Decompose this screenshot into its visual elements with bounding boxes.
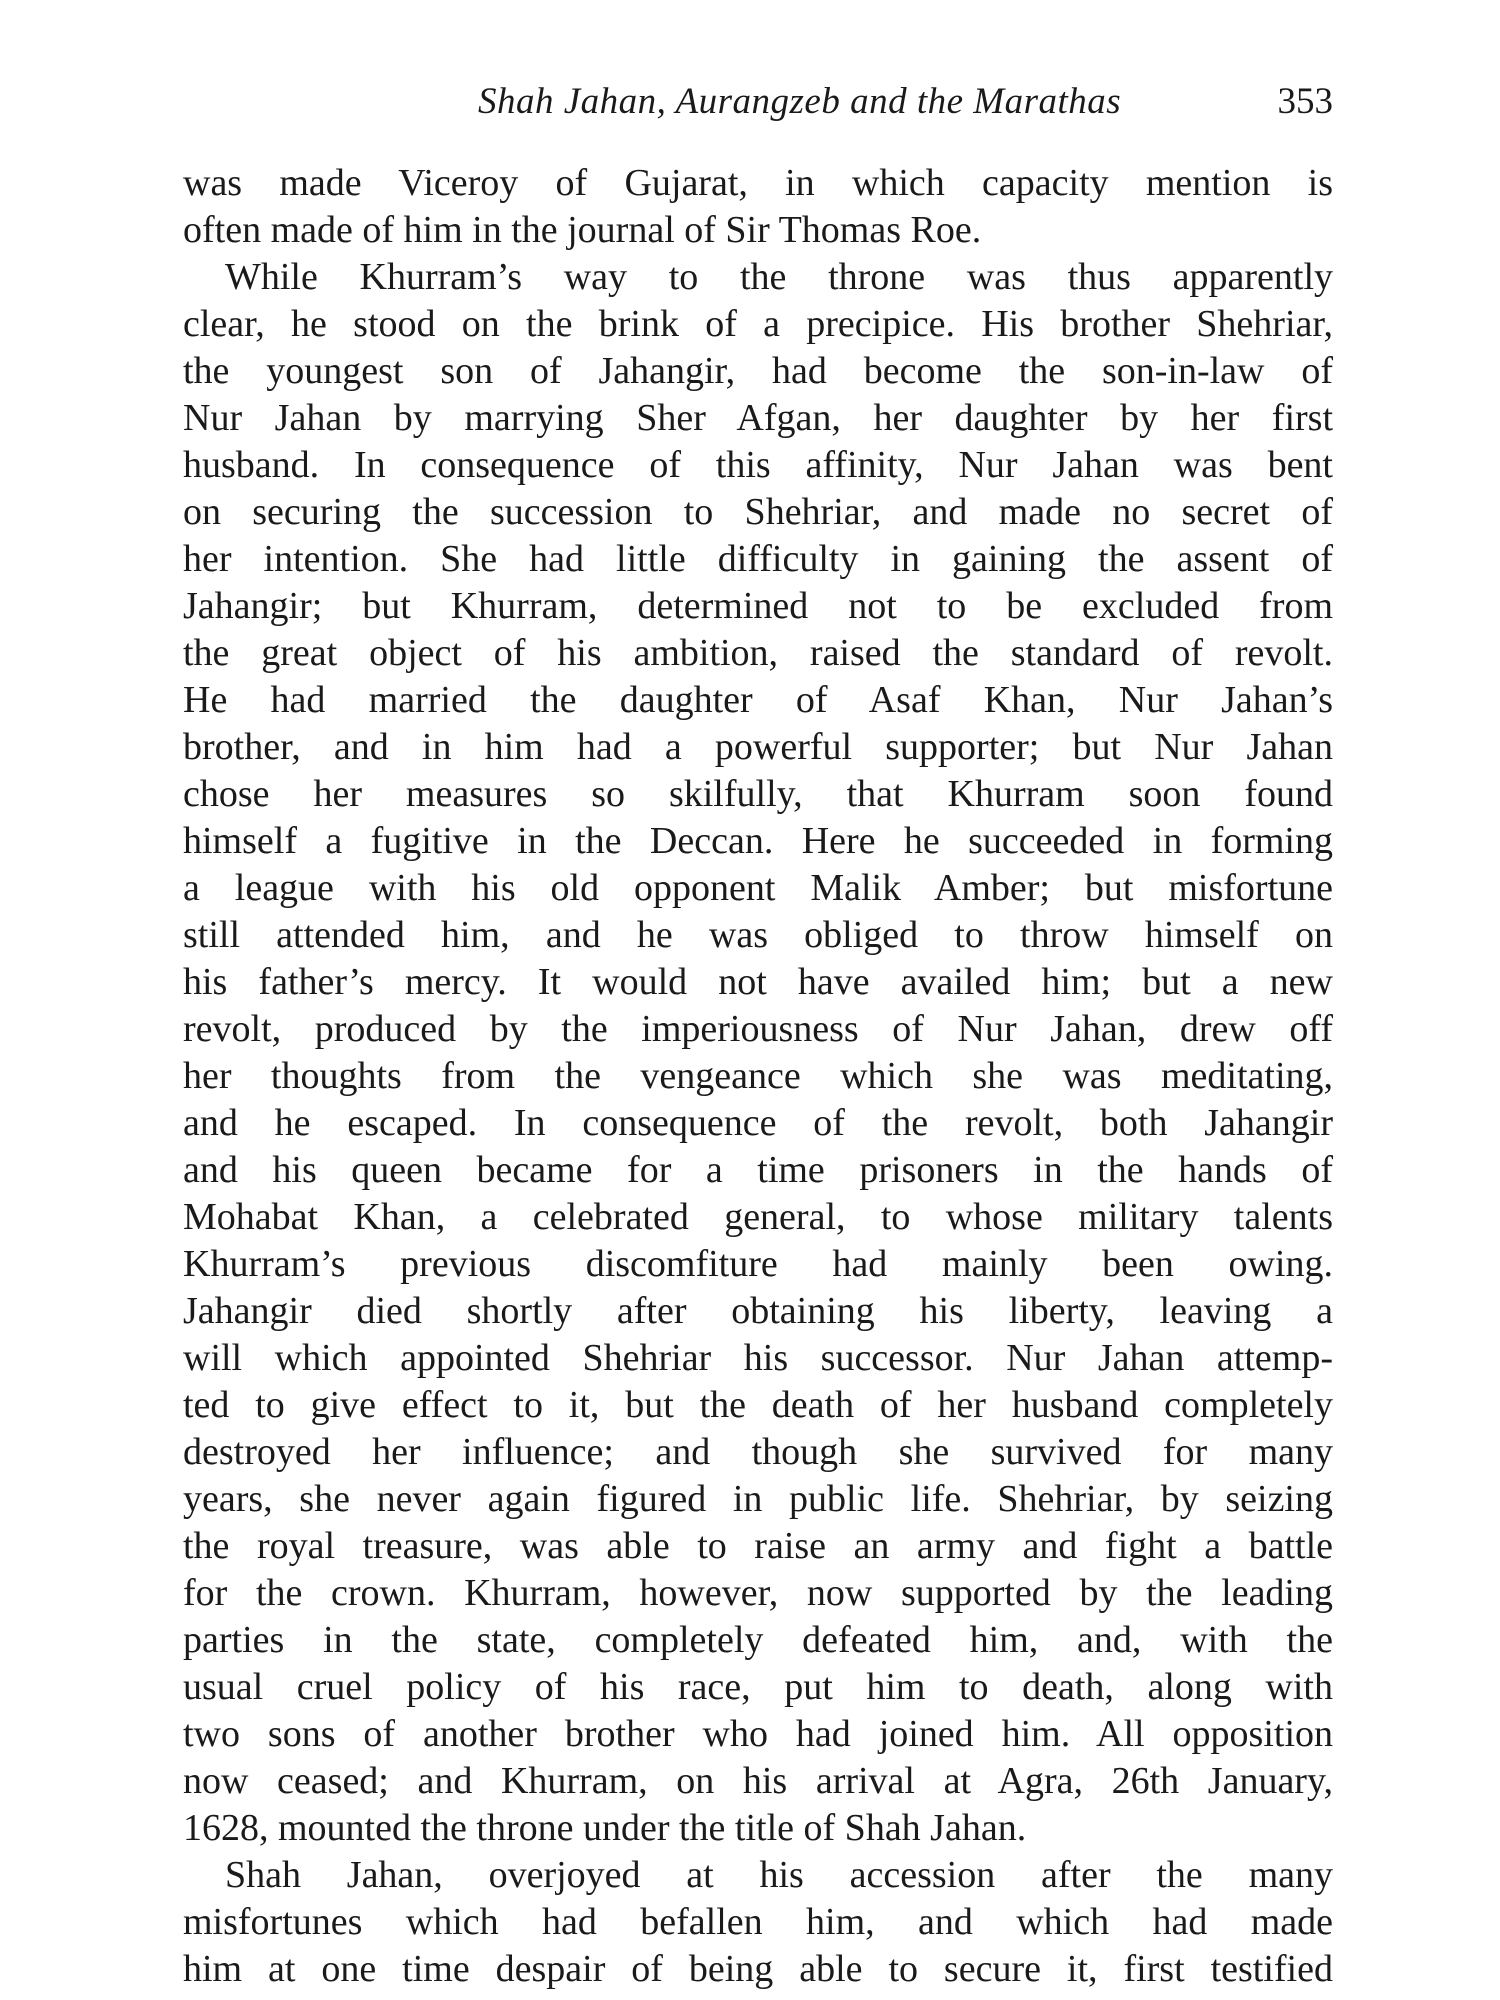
text-line: will which appointed Shehriar his successor. Nur Jahan attemp- [183,1337,1333,1379]
text-line: for the crown. Khurram, however, now supported by the leading [183,1572,1333,1614]
text-line: Mohabat Khan, a celebrated general, to whose military talents [183,1196,1333,1238]
text-line: 1628, mounted the throne under the title of Shah Jahan. [183,1807,1027,1849]
text-line: usual cruel policy of his race, put him to death, along with [183,1666,1333,1708]
text-line: years, she never again figured in public life. Shehriar, by seizing [183,1478,1333,1520]
text-line: Jahangir died shortly after obtaining his liberty, leaving a [183,1290,1333,1332]
page-number: 353 [1277,81,1333,122]
text-line: and he escaped. In consequence of the revolt, both Jahangir [183,1102,1333,1144]
text-line: ted to give effect to it, but the death of her husband completely [183,1384,1333,1426]
running-title: Shah Jahan, Aurangzeb and the Marathas [478,81,1122,122]
text-line: often made of him in the journal of Sir Thomas Roe. [183,209,982,251]
text-line: the youngest son of Jahangir, had become the son-in-law of [183,350,1333,392]
text-line: While Khurram’s way to the throne was thus apparently [225,256,1333,298]
body-text [183,160,1333,1993]
text-line: him at one time despair of being able to secure it, first testified [183,1948,1333,1990]
text-line: still attended him, and he was obliged to throw himself on [183,914,1333,956]
text-line: brother, and in him had a powerful supporter; but Nur Jahan [183,726,1333,768]
text-line: her thoughts from the vengeance which she was meditating, [183,1055,1333,1097]
text-line: and his queen became for a time prisoners in the hands of [183,1149,1333,1191]
text-line: He had married the daughter of Asaf Khan, Nur Jahan’s [183,679,1333,721]
text-line: husband. In consequence of this affinity, Nur Jahan was bent [183,444,1333,486]
text-line: his father’s mercy. It would not have availed him; but a new [183,961,1333,1003]
book-page [183,70,1333,1993]
text-line: the royal treasure, was able to raise an army and fight a battle [183,1525,1333,1567]
text-line: Khurram’s previous discomfiture had mainly been owing. [183,1243,1333,1285]
text-line: clear, he stood on the brink of a precipice. His brother Shehriar, [183,303,1333,345]
text-line: was made Viceroy of Gujarat, in which capacity mention is [183,162,1333,204]
text-line: revolt, produced by the imperiousness of Nur Jahan, drew off [183,1008,1333,1050]
text-line: a league with his old opponent Malik Amber; but misfortune [183,867,1333,909]
text-line: on securing the succession to Shehriar, and made no secret of [183,491,1333,533]
text-line: Nur Jahan by marrying Sher Afgan, her daughter by her first [183,397,1333,439]
text-line: parties in the state, completely defeated him, and, with the [183,1619,1333,1661]
text-line: chose her measures so skilfully, that Khurram soon found [183,773,1333,815]
text-line: Jahangir; but Khurram, determined not to be excluded from [183,585,1333,627]
text-line: himself a fugitive in the Deccan. Here he succeeded in forming [183,820,1333,862]
text-line: her intention. She had little difficulty in gaining the assent of [183,538,1333,580]
text-line: misfortunes which had befallen him, and which had made [183,1901,1333,1943]
text-line: destroyed her influence; and though she survived for many [183,1431,1333,1473]
text-line: the great object of his ambition, raised the standard of revolt. [183,632,1333,674]
text-line: now ceased; and Khurram, on his arrival at Agra, 26th January, [183,1760,1333,1802]
text-line: Shah Jahan, overjoyed at his accession after the many [225,1854,1333,1896]
running-head [183,70,1333,130]
text-line: two sons of another brother who had joined him. All opposition [183,1713,1333,1755]
